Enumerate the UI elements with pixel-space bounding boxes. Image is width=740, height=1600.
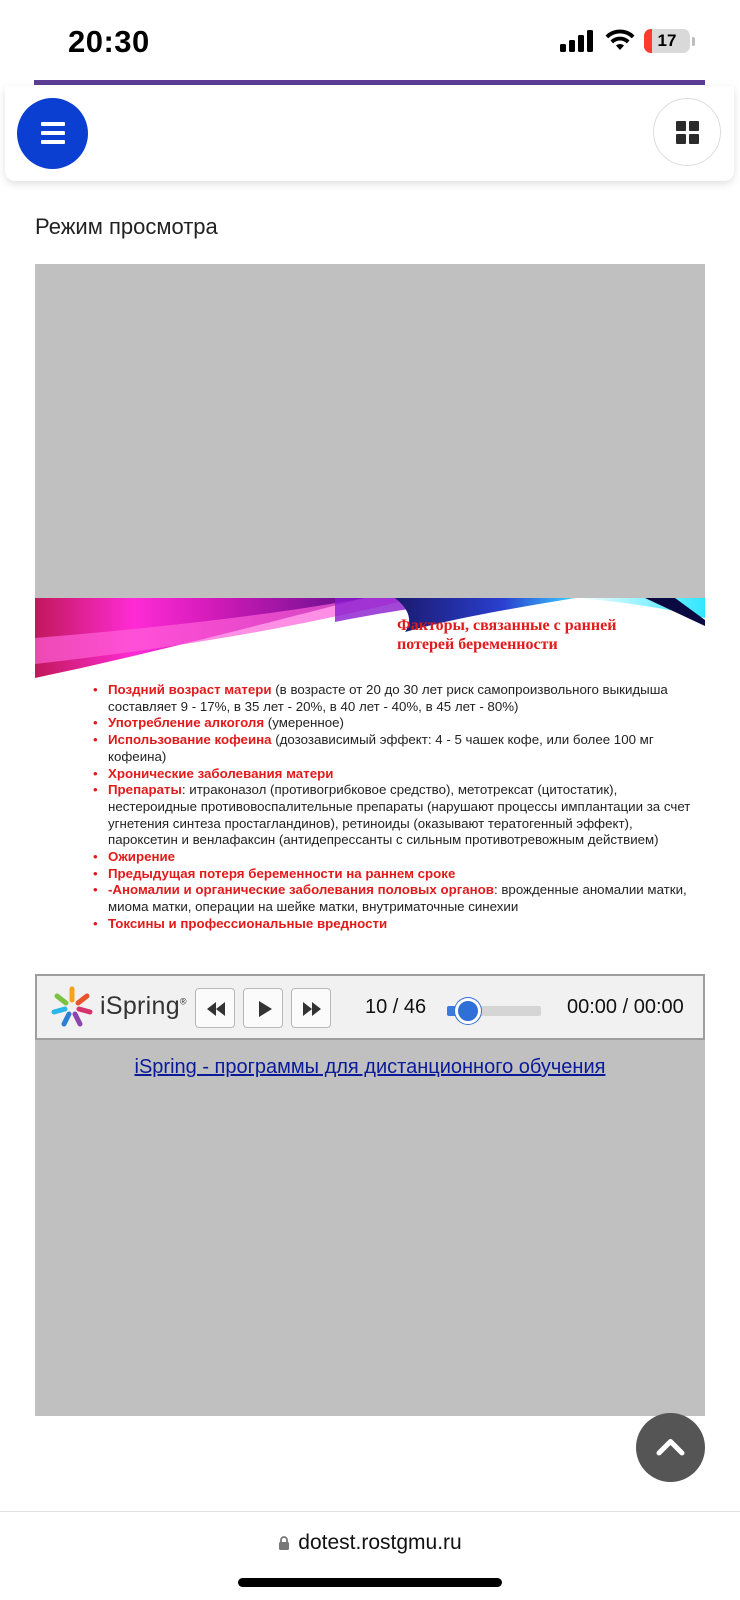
slide-bullet-item — [93, 766, 693, 783]
bullet-text: (в возрасте от 20 до 30 лет риск самопроизвольного выкидыша составляет 9 - 17%, в 35 лет - 20%, в 40 лет - 40%, в 45 лет - 80%) — [108, 682, 668, 714]
header-accent-line — [34, 80, 705, 85]
slide-bullet-item — [93, 849, 693, 866]
bullet-text: : итраконазол (противогрибковое средство), метотрексат (цитостатик), нестероидные противовоспалительные препараты (нарушают процессы имплантации за счет угнетения синтеза простагландинов), ретиноиды (оказывают тератогенный эффект), пароксетин и венлафаксин (антидепрессанты с сильным противотревожным действием) — [108, 782, 691, 848]
play-icon — [244, 989, 284, 1029]
bullet-term: Поздний возраст матери — [108, 682, 272, 697]
browser-toolbar-divider — [0, 1511, 740, 1512]
cellular-signal-icon — [560, 30, 596, 52]
apps-grid-button[interactable] — [653, 98, 721, 166]
slide-bullet-list — [93, 682, 693, 933]
battery-icon — [644, 29, 690, 53]
chevron-up-icon — [636, 1413, 705, 1482]
address-bar[interactable] — [0, 1531, 740, 1555]
next-slide-button[interactable] — [291, 988, 331, 1028]
status-time: 20:30 — [68, 24, 150, 59]
ispring-logo-icon — [51, 986, 93, 1028]
slide-bullet-item — [93, 782, 693, 849]
bullet-term: Токсины и профессиональные вредности — [108, 915, 388, 931]
bullet-term: Предыдущая потеря беременности на раннем сроке — [108, 865, 456, 881]
hamburger-menu-button[interactable] — [17, 98, 88, 169]
bullet-text: (дозозависимый эффект: 4 - 5 чашек кофе, или более 100 мг кофеина) — [108, 732, 654, 764]
bullet-term: -Аномалии и органические заболевания половых органов — [108, 882, 494, 898]
player-control-bar — [35, 974, 705, 1040]
fast-forward-icon — [292, 989, 332, 1029]
slide-bullet-item — [93, 866, 693, 883]
slide-canvas — [35, 598, 705, 974]
slide-counter: 10 / 46 — [365, 996, 427, 1018]
slide-bullet-item — [93, 715, 693, 732]
slide-bullet-item — [93, 916, 693, 933]
status-bar — [0, 0, 740, 80]
play-button[interactable] — [243, 988, 283, 1028]
bullet-term: Хронические заболевания матери — [108, 765, 334, 781]
ispring-logo-text: iSpring® — [100, 992, 187, 1020]
bullet-term: Препараты — [108, 782, 182, 798]
rewind-icon — [196, 989, 236, 1029]
bullet-text: (умеренное) — [264, 715, 344, 731]
battery-tip — [692, 37, 695, 46]
scroll-to-top-button[interactable] — [636, 1413, 705, 1482]
page-title: Режим просмотра — [35, 214, 218, 239]
url-text: dotest.rostgmu.ru — [298, 1531, 462, 1554]
bullet-term: Употребление алкоголя — [108, 715, 265, 731]
wifi-icon — [604, 28, 636, 52]
battery-percent: 17 — [657, 31, 677, 50]
slide-bullet-item — [93, 732, 693, 765]
ispring-promo-link[interactable]: iSpring - программы для дистанционного обучения — [134, 1056, 606, 1078]
progress-slider-thumb[interactable] — [455, 998, 481, 1024]
bullet-term: Использование кофеина — [108, 732, 272, 748]
slide-title: Факторы, связанные с ранней потерей беременности — [397, 617, 617, 653]
presentation-player — [35, 264, 705, 1416]
bullet-text: : врожденные аномалии матки, миома матки, операции на шейке матки, внутриматочные синехии — [108, 882, 687, 915]
slide-bullet-item — [93, 682, 693, 715]
lock-icon — [278, 1536, 290, 1550]
site-header — [5, 86, 734, 181]
slide-bullet-item — [93, 882, 693, 915]
playback-time: 00:00 / 00:00 — [567, 996, 684, 1018]
previous-slide-button[interactable] — [195, 988, 235, 1028]
bullet-term: Ожирение — [108, 849, 176, 865]
home-indicator — [238, 1578, 502, 1587]
